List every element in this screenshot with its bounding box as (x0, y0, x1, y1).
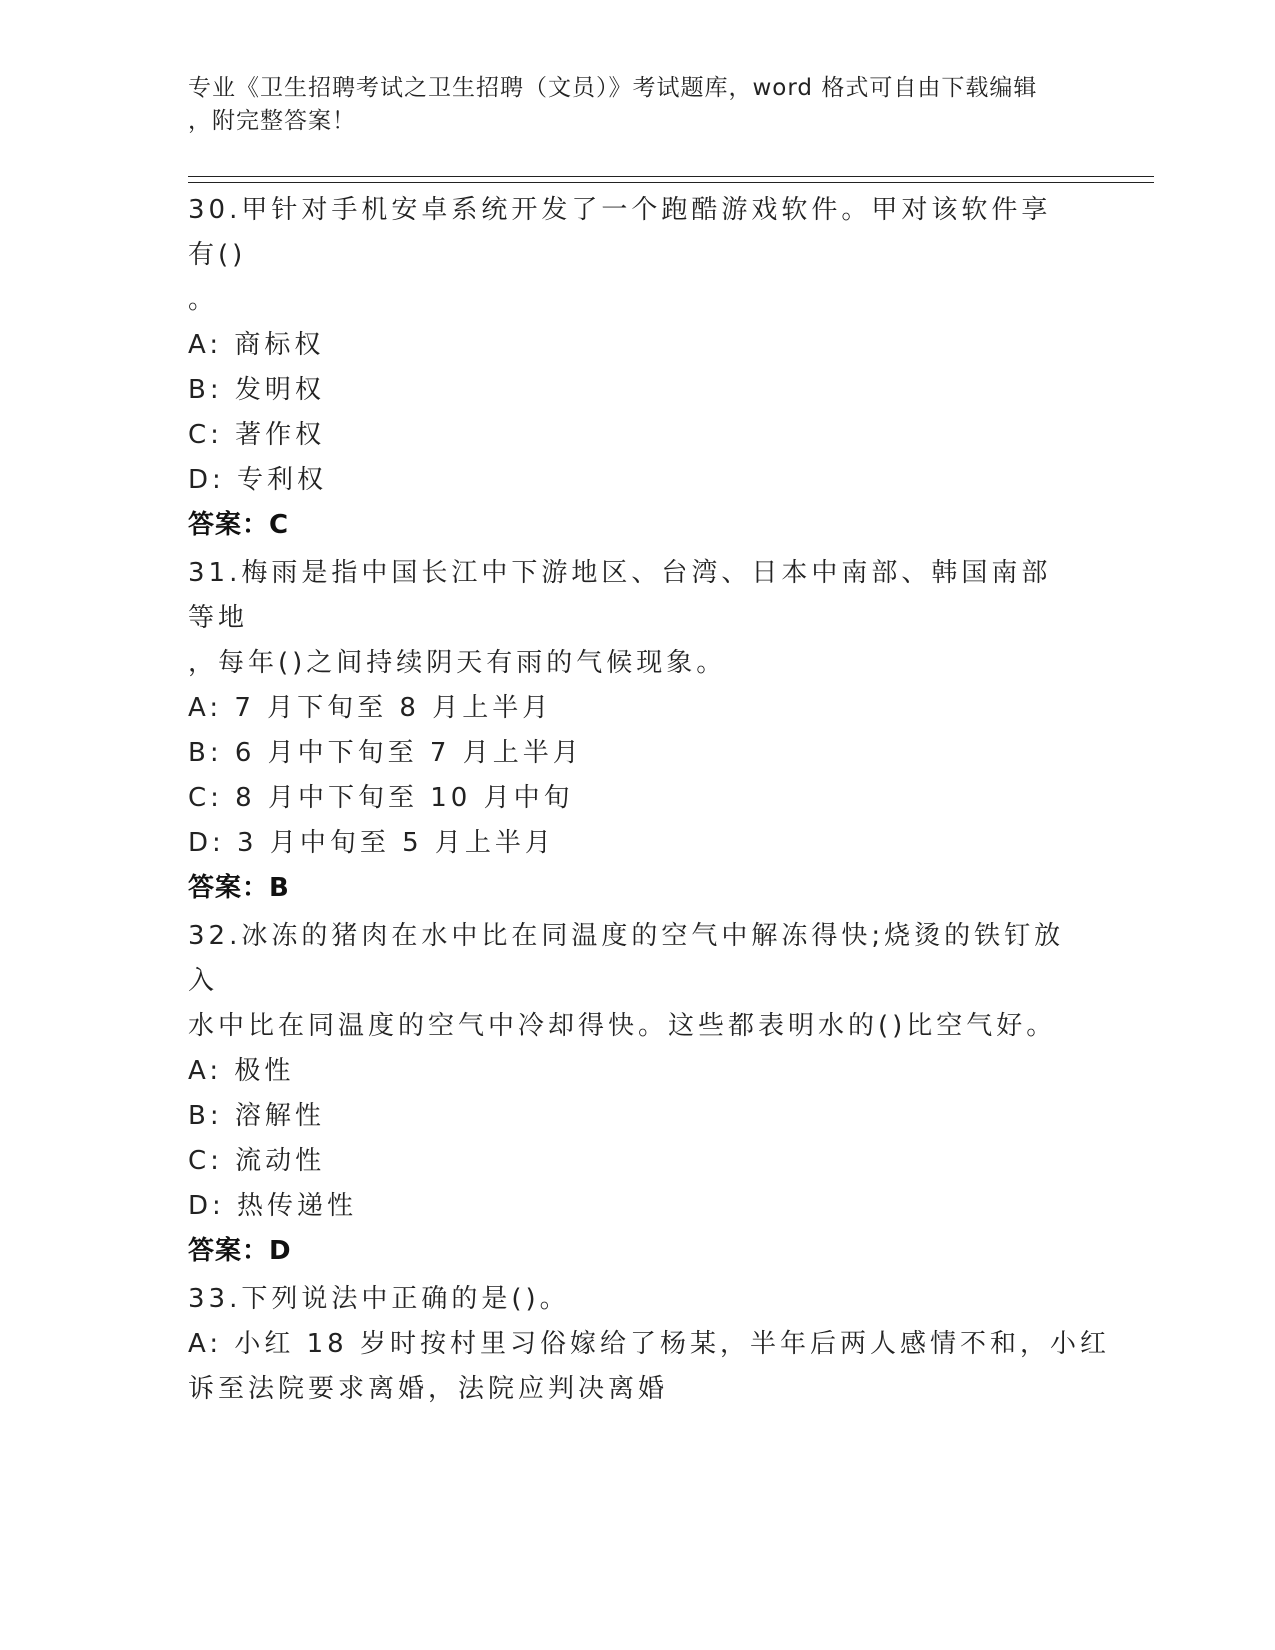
option-a: A: 商标权 (188, 330, 325, 360)
header-divider-bottom (188, 182, 1154, 183)
question-stem-line-1: 32.冰冻的猪肉在水中比在同温度的空气中解冻得快;烧烫的铁钉放入 (188, 921, 1065, 996)
document-header (188, 72, 1068, 138)
answer: 答案：B (188, 873, 290, 903)
question-30 (188, 188, 1068, 548)
option-d: D: 3 月中旬至 5 月上半月 (188, 828, 555, 858)
question-33 (188, 1277, 1110, 1412)
header-divider-top (188, 176, 1154, 177)
option-b: B: 发明权 (188, 375, 325, 405)
question-32 (188, 914, 1068, 1274)
option-d: D: 专利权 (188, 465, 328, 495)
header-line-2: ，附完整答案！ (188, 108, 356, 134)
question-stem-line-1: 33.下列说法中正确的是()。 (188, 1284, 570, 1314)
option-a: A: 7 月下旬至 8 月上半月 (188, 693, 553, 723)
option-c: C: 流动性 (188, 1146, 326, 1176)
header-line-1: 专业《卫生招聘考试之卫生招聘（文员）》考试题库，word 格式可自由下载编辑 (188, 75, 1038, 101)
question-31 (188, 551, 1068, 911)
option-a: A: 小红 18 岁时按村里习俗嫁给了杨某，半年后两人感情不和，小红 (188, 1329, 1110, 1359)
option-d: D: 热传递性 (188, 1191, 358, 1221)
option-b: B: 6 月中下旬至 7 月上半月 (188, 738, 583, 768)
question-stem-line-1: 30.甲针对手机安卓系统开发了一个跑酷游戏软件。甲对该软件享有() (188, 195, 1052, 270)
question-stem-line-2: 水中比在同温度的空气中冷却得快。这些都表明水的()比空气好。 (188, 1011, 1057, 1041)
question-stem-line-2: 。 (188, 285, 219, 315)
option-c: C: 著作权 (188, 420, 326, 450)
option-c: C: 8 月中下旬至 10 月中旬 (188, 783, 574, 813)
answer: 答案：D (188, 1236, 292, 1266)
option-a-continued: 诉至法院要求离婚，法院应判决离婚 (188, 1374, 669, 1404)
option-b: B: 溶解性 (188, 1101, 325, 1131)
question-stem-line-1: 31.梅雨是指中国长江中下游地区、台湾、日本中南部、韩国南部等地 (188, 558, 1052, 633)
question-stem-line-2: ，每年()之间持续阴天有雨的气候现象。 (188, 648, 727, 678)
answer: 答案：C (188, 510, 290, 540)
option-a: A: 极性 (188, 1056, 295, 1086)
